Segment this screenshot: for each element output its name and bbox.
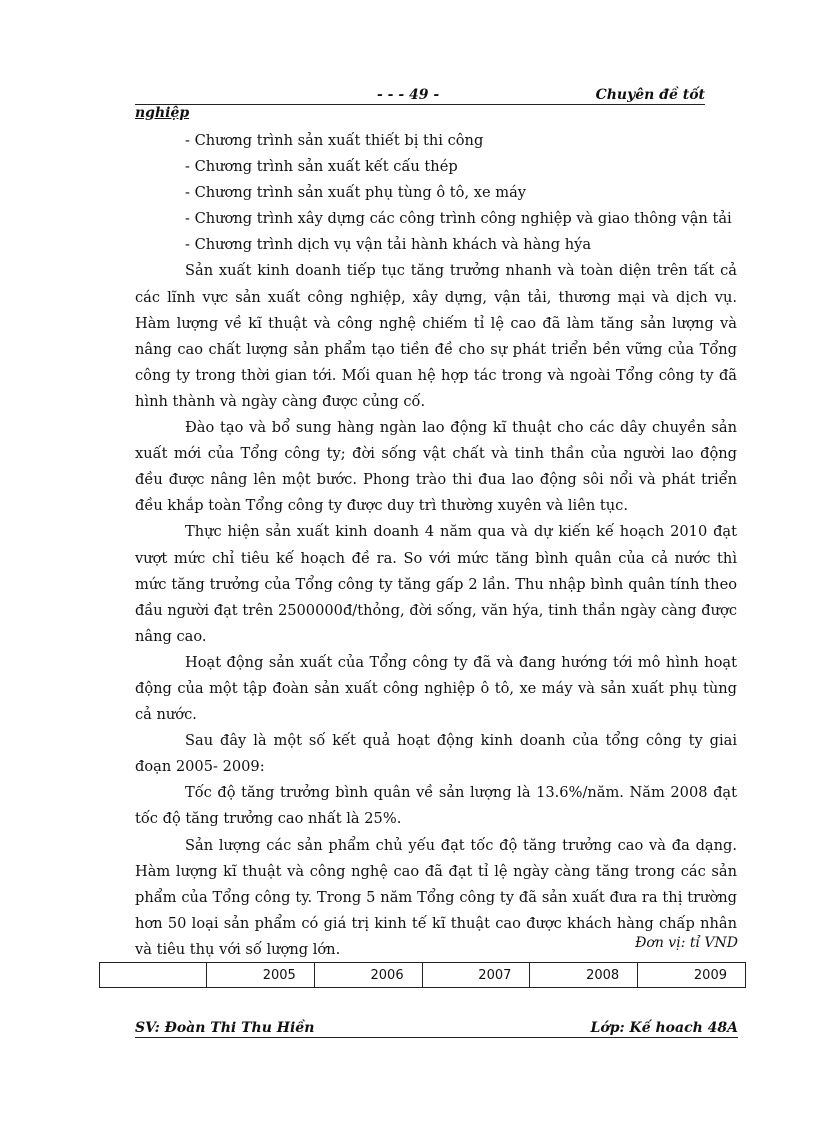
list-item: - Chương trình sản xuất phụ tùng ô tô, xe máy (185, 184, 527, 202)
footer-student: SV: Đoàn Thi Thu Hiền (135, 1020, 315, 1036)
table-cell-empty (100, 963, 207, 988)
footer-class: Lớp: Kế hoach 48A (590, 1020, 738, 1036)
table-header-year: 2006 (314, 963, 422, 988)
page-number: - - - 49 - (377, 87, 440, 103)
table-header-year: 2007 (422, 963, 530, 988)
table-header-year: 2009 (638, 963, 746, 988)
list-item: - Chương trình sản xuất thiết bị thi công (185, 132, 484, 149)
body-text (135, 128, 737, 963)
header-title: Chuyên đề tốt (595, 87, 705, 103)
paragraph: Sản lượng các sản phẩm chủ yếu đạt tốc độ tăng trưởng cao và đa dạng. Hàm lượng kĩ thuật và công nghệ cao đã đạt tỉ lệ ngày càng tăng trong các sản phẩm của Tổng công ty. Trong 5 năm Tổng công ty đã sản xuất đưa ra thị trường hơn 50 loại sản phẩm có giá trị kinh tế kĩ thuật cao được khách hàng chấp nhân và tiêu thụ với số lượng lớn. (135, 836, 737, 958)
unit-label: Đơn vị: tỉ VND (635, 935, 738, 951)
paragraph: Hoạt động sản xuất của Tổng công ty đã và đang hướng tới mô hình hoạt động của một tập đoàn sản xuất công nghiệp ô tô, xe máy và sản xuất phụ tùng cả nước. (135, 653, 737, 724)
paragraph: Đào tạo và bổ sung hàng ngàn lao động kĩ thuật cho các dây chuyền sản xuất mới của Tổng công ty; đời sống vật chất và tinh thần của người lao động đều được nâng lên một bước. Phong trào thi đua lao động sôi nổi và phát triển đều khắp toàn Tổng công ty được duy trì thường xuyên và liên tục. (135, 419, 737, 515)
paragraph: Thực hiện sản xuất kinh doanh 4 năm qua và dự kiến kế hoạch 2010 đạt vượt mức chỉ tiêu kế hoạch đề ra. So với mức tăng bình quân của cả nước thì mức tăng trưởng của Tổng công ty tăng gấp 2 lần. Thu nhập bình quân tính theo đầu người đạt trên 2500000đ/thỏng, đời sống, văn hýa, tinh thần ngày càng được nâng cao. (135, 523, 737, 645)
header-title-continuation: nghiệp (135, 105, 190, 121)
list-item: - Chương trình xây dựng các công trình công nghiệp và giao thông vận tải (185, 210, 732, 228)
table-row (100, 963, 746, 988)
results-table (99, 962, 746, 988)
paragraph: Tốc độ tăng trưởng bình quân về sản lượng là 13.6%/năm. Năm 2008 đạt tốc độ tăng trưởng cao nhất là 25%. (135, 784, 737, 828)
list-item: - Chương trình dịch vụ vận tải hành khách và hàng hýa (185, 236, 592, 254)
list-item: - Chương trình sản xuất kết cấu thép (185, 158, 458, 176)
table-header-year: 2005 (207, 963, 315, 988)
paragraph: Sản xuất kinh doanh tiếp tục tăng trưởng nhanh và toàn diện trên tất cả các lĩnh vực sản xuất công nghiệp, xây dựng, vận tải, thương mại và dịch vụ. Hàm lượng về kĩ thuật và công nghệ chiếm tỉ lệ cao đã làm tăng sản lượng và nâng cao chất lượng sản phẩm tạo tiền đề cho sự phát triển bền vững của Tổng công ty trong thời gian tới. Mối quan hệ hợp tác trong và ngoài Tổng công ty đã hình thành và ngày càng được củng cố. (135, 262, 737, 410)
table-header-year: 2008 (530, 963, 638, 988)
page-header (135, 86, 705, 105)
paragraph: Sau đây là một số kết quả hoạt động kinh doanh của tổng công ty giai đoạn 2005- 2009: (135, 732, 737, 776)
page-footer (135, 1019, 738, 1038)
